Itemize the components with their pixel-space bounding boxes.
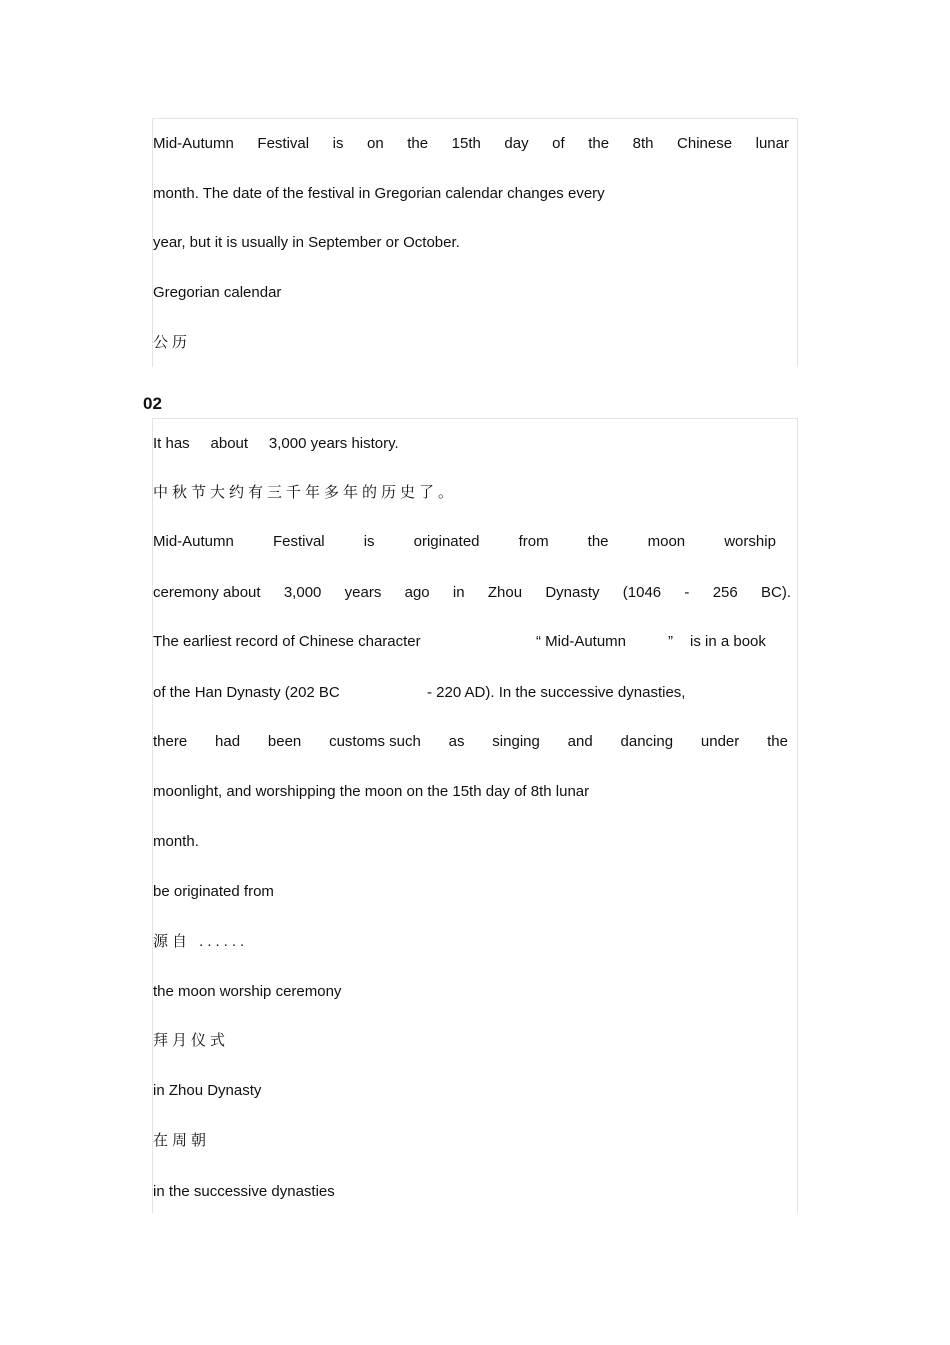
s1-line-1: Mid-Autumn Festival is on the 15th day of the 8th Chinese lunar: [153, 135, 789, 152]
s2-line-8: moonlight, and worshipping the moon on the 15th day of 8th lunar: [153, 783, 590, 800]
vocab-zh-1: 源自 ......: [153, 933, 249, 950]
s2-line-5c: ”: [668, 633, 673, 650]
s2-line-9: month.: [153, 833, 199, 850]
s2-line-1: It has about 3,000 years history.: [153, 435, 399, 452]
s2-line-7: there had been customs such as singing and dancing under the: [153, 733, 788, 750]
section-heading: 02: [143, 394, 162, 413]
vocab-en-1: be originated from: [153, 883, 274, 900]
s2-line-6a: of the Han Dynasty (202 BC: [153, 684, 340, 701]
s1-vocab-zh: 公历: [153, 334, 192, 351]
s1-line-2: month. The date of the festival in Gregorian calendar changes every: [153, 185, 605, 202]
s2-line-3: Mid-Autumn Festival is originated from the moon worship: [153, 533, 776, 550]
s1-line-3: year, but it is usually in September or October.: [153, 234, 460, 251]
vocab-en-4: in the successive dynasties: [153, 1183, 335, 1200]
vocab-zh-3: 在周朝: [153, 1132, 211, 1149]
s2-line-4: ceremony about 3,000 years ago in Zhou Dynasty (1046 - 256 BC).: [153, 584, 791, 601]
s2-line-5d: is in a book: [690, 633, 766, 650]
vocab-en-2: the moon worship ceremony: [153, 983, 342, 1000]
vocab-en-3: in Zhou Dynasty: [153, 1082, 262, 1099]
vocab-zh-2: 拜月仪式: [153, 1032, 230, 1049]
s2-line-6b: - 220 AD). In the successive dynasties,: [427, 684, 686, 701]
s1-vocab-en: Gregorian calendar: [153, 284, 282, 301]
s2-line-5b: “ Mid-Autumn: [536, 633, 627, 650]
s2-line-2-zh: 中秋节大约有三千年多年的历史了。: [153, 484, 458, 501]
s2-line-5a: The earliest record of Chinese character: [153, 633, 421, 650]
